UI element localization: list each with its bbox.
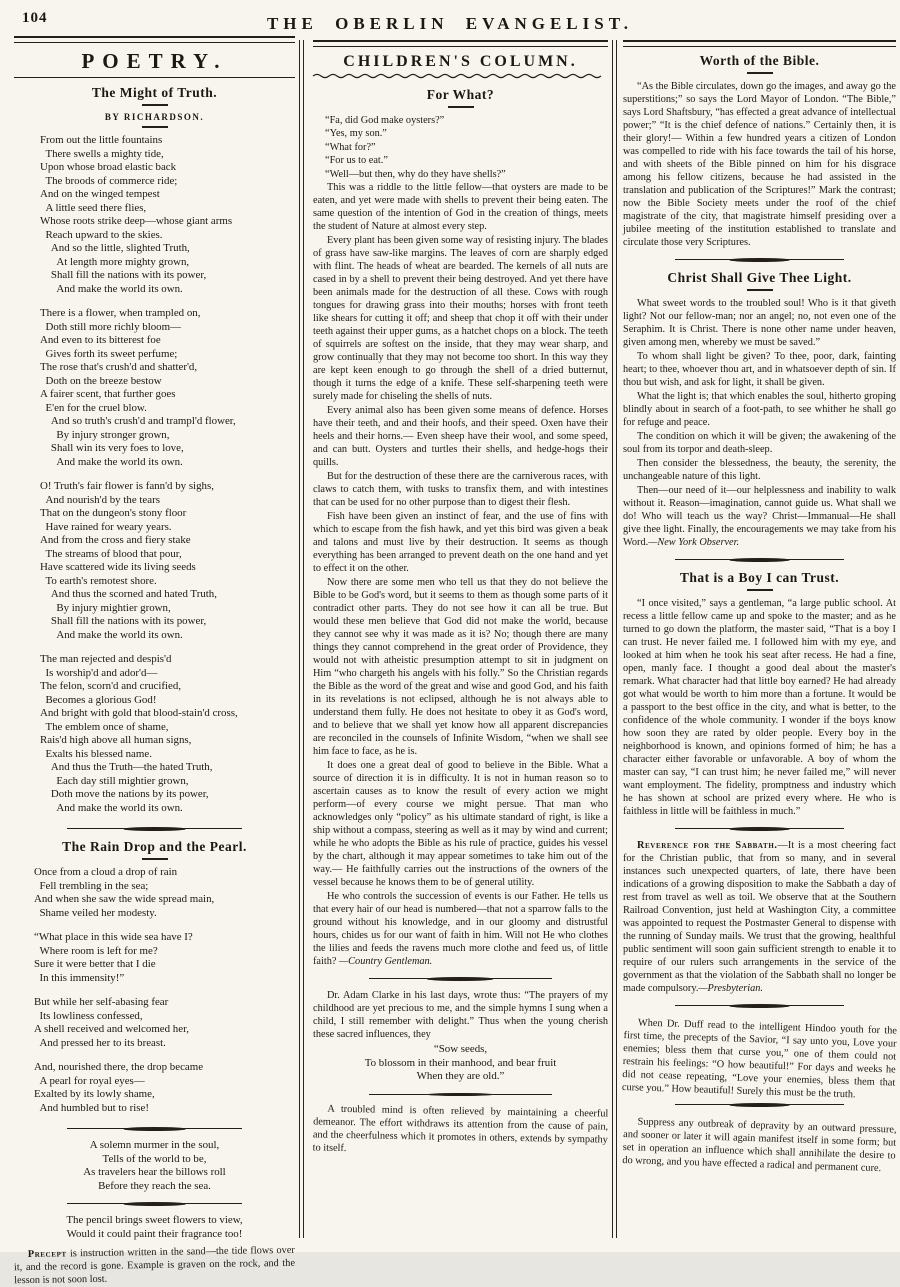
column-top-rule: [14, 36, 295, 43]
article-paragraph: The condition on which it will be given; the awakening of the soul from its torpor and death-sleep.: [623, 431, 896, 455]
column-divider-right: [612, 40, 617, 1238]
dialogue-line: “What for?”: [325, 141, 376, 153]
article-paragraph: Then consider the blessedness, the beauty, the serenity, the unchangeable nature of this light.: [623, 458, 896, 482]
separator-rule: [675, 826, 844, 832]
poem-line: Doth move the nations by its power,: [40, 788, 209, 800]
poem-line: To earth's remotest shore.: [40, 574, 157, 587]
closing-couplet: [14, 1214, 295, 1241]
poem-line: And make the world its own.: [40, 282, 183, 295]
separator-rule: [67, 1201, 241, 1207]
verse-line: When they are old.”: [416, 1070, 505, 1083]
poem-line: Shall fill the nations with its power,: [40, 269, 207, 281]
poem-line: There swells a mighty tide,: [40, 147, 164, 160]
duff-paragraph: When Dr. Duff read to the intelligent Hindoo youth for the first time, the precepts of the Savior, “I say unto you, Love your enemies; bless them that curse you,” one of them could not restrain his feelings: “O how beautiful!” For days and weeks he did not cease repeating, “Love your enemies, bless them that curse you.” How beautiful! Surely this must be the truth.: [621, 1017, 898, 1101]
attribution-presbyterian: —Presbyterian.: [698, 983, 763, 994]
poem-line: The rose that's crush'd and shatter'd,: [40, 361, 198, 373]
poem-line: A fairer scent, that further goes: [40, 388, 176, 400]
title-dash-rule: [448, 106, 474, 108]
article-paragraph: “I once visited,” says a gentleman, “a large public school. At recess a little fellow came up and spoke to the master; and as he turned to go down the platform, the master said, “That is a boy I can trust. He never failed me. I followed him with my eye, and looked at him when he took his seat after recess. He had a fine, open, manly face. I thought a good deal about the master's remark. What character had that little boy earned? He had already got what would be worth to him more than a fortune. It would be a passport to the best office in the city, and what is better, to the confidence of the whole community. I wonder if the boys know how soon they are rated by older people. Every boy in the neighborhood is known, and opinions formed of him; he has a character either favorable or unfavorable. A boy of whom the master can say, “I can trust him; he never failed me,” will never want employment. The fidelity, promptness and industry which he has shown at school are prized every where. He who is faithless in little will be faithless in much.”: [623, 598, 896, 817]
poem-line: By injury stronger grown,: [40, 428, 170, 441]
verse-line: To blossom in their manhood, and bear fruit: [364, 1056, 557, 1069]
poem-line: Shame veiled her modesty.: [34, 906, 157, 919]
column-poetry: [14, 36, 295, 1286]
poem-line: A solemn murmer in the soul,: [89, 1139, 220, 1151]
poem-line: From out the little fountains: [40, 134, 163, 146]
wavy-rule: [313, 72, 608, 80]
poem-line: As travelers hear the billows roll: [83, 1166, 226, 1178]
poem-line: Have rained for weary years.: [40, 520, 172, 533]
masthead-title: THE OBERLIN EVANGELIST.: [266, 14, 634, 33]
poem-line: The man rejected and despis'd: [40, 653, 172, 665]
poem-line: Sure it were better that I die: [34, 958, 156, 970]
horizontal-rule: [14, 77, 295, 78]
separator-rule: [369, 1092, 552, 1098]
dialogue-line: “Fa, did God make oysters?”: [325, 115, 445, 126]
separator-rule: [675, 1102, 844, 1108]
closing-quatrain: [14, 1139, 295, 1193]
poem-line: There is a flower, when trampled on,: [40, 307, 201, 319]
poem-line: At length more mighty grown,: [40, 255, 190, 268]
poem-line: And when she saw the wide spread main,: [34, 893, 215, 905]
article-paragraph: Every animal also has been given some means of defence. Horses have their teeth, and and their hoofs, and their speed. Oxen have their heels and their horns.— Even sheep have their wool, and some speed, and can butt. Oysters and turtles their shells, and hedge-hogs their quills.: [313, 405, 608, 469]
separator-rule: [369, 976, 552, 982]
poem-line: And so the little, slighted Truth,: [40, 242, 190, 254]
poem-line: And make the world its own.: [40, 628, 183, 641]
poem-line: Shall fill the nations with its power,: [40, 615, 207, 627]
page-number: 104: [22, 10, 48, 26]
poem-line: Fell trembling in the sea;: [34, 879, 149, 892]
poem-stanza: [14, 866, 295, 920]
poem-line: And so truth's crush'd and trampl'd flower,: [40, 415, 236, 427]
poem-byline: BY RICHARDSON.: [104, 112, 205, 122]
article-title-christ-shall-give-thee-light: Christ Shall Give Thee Light.: [667, 270, 852, 285]
sabbath-paragraph: [623, 839, 896, 995]
poem-line: In this immensity!”: [34, 971, 125, 984]
poem-line: Gives forth its sweet perfume;: [40, 347, 178, 360]
poem-line: A shell received and welcomed her,: [34, 1023, 189, 1035]
poem-line: By injury mightier grown,: [40, 601, 171, 614]
poem-line: Would it could paint their fragrance too!: [66, 1227, 243, 1240]
poem-stanza: [14, 996, 295, 1050]
dialogue-block: [313, 114, 608, 181]
article-paragraph: Now there are some men who tell us that they do not believe the Bible to be God's word, but it seems to them as though some parts of it contradict other parts. They do not see how it can all be true. But would these men believe that God did not make the world, because they cannot see why it was made as it is? No; though there are many things they cannot comprehend in the great order of Providence, they would not with atheistic presumption attempt to sit in judgment on Him “who chargeth his angels with his folly.” So the Christian regards the Bible as the word of the great and wise and good God, and his faith in its revelations is not eclipsed, although he is not always able to understand them fully. He does not hesitate to obey it as God's word, and to believe that we shall yet know how all apparent discrepancies are reconciled in the counsels of Infinite Wisdom, “when we shall see him face to face, as he is.: [313, 577, 608, 758]
section-title-poetry: POETRY.: [81, 49, 228, 73]
sabbath-lead: Reverence for the Sabbath.: [637, 840, 778, 851]
attribution-country-gentleman: —Country Gentleman.: [339, 956, 433, 968]
clarke-verse: [313, 1043, 608, 1084]
poem-line: Rais'd high above all human signs,: [40, 734, 192, 746]
article-paragraph: Every plant has been given some way of resisting injury. The blades of grass have saw-like margins. The leaves of corn are sharply edged with flint. The heads of wheat are bearded. The kernels of all nuts are cased in by a shell to prevent their being destroyed. And yet there have been animals made for the destruction of all these. Cows with rough tongues for drawing grass into their mouths; horses with front teeth like shears for cutting it off; and sheep that chop it off with their under teeth against their upper gums, as a hatchet chops on a block. The teeth of squirrels are softest on the inside, that they may wear sharp, and grow continually that they may not become too short. In this way they are kept keen enough to go through the shell of a dried butternut, though it turns the edge of a knife. These self-sharpening teeth were surely made for chiseling the shells of nuts.: [313, 235, 608, 403]
poem-stanza: [14, 134, 295, 296]
poem-stanza: [14, 1061, 295, 1115]
closing-paragraph: A troubled mind is often relieved by maintaining a cheerful demeanor. The effort withdraws its attention from the cause of pain, and the cheerfulness which it promotes in others, extends by sympathy to itself.: [312, 1103, 609, 1154]
precept-text: is instruction written in the sand—the tide flows over it, and the record is gone. Example is graven on the rock, and the lesson is not soon lost.: [13, 1244, 296, 1287]
poem-line: Reach upward to the skies.: [40, 228, 163, 241]
title-dash-rule: [747, 289, 773, 291]
poem-line: Once from a cloud a drop of rain: [34, 866, 178, 878]
poem-line: And nourish'd by the tears: [40, 493, 160, 506]
poem-line: Shall win its very foes to love,: [40, 442, 184, 454]
poem-line: The streams of blood that pour,: [40, 547, 182, 560]
title-dash-rule: [747, 72, 773, 74]
article-title-boy-i-can-trust: That is a Boy I can Trust.: [679, 570, 840, 585]
poem-line: “What place in this wide sea have I?: [34, 931, 193, 943]
poem-line: The emblem once of shame,: [40, 720, 169, 733]
poem-stanza: [14, 480, 295, 642]
title-dash-rule: [142, 858, 168, 860]
poem-line: Where room is left for me?: [34, 944, 158, 957]
article-paragraph: Fish have been given an instinct of fear, and the use of fins with which to escape from the fish hawk, and yet this bird was given a beak and talons and must live by their destruction. It seems as though everything has been arranged to prevent death on the one hand and yet to effect it on the other.: [313, 511, 608, 575]
article-paragraph: But for the destruction of these there are the carniverous races, with claws to catch them, with tusks to transfix them, and with intestines that can be used for no other purpose than to digest their flesh.: [313, 471, 608, 509]
article-paragraph: “As the Bible circulates, down go the images, and away go the superstitions;” so says the Lord Mayor of London. “The Bible,” says Lord Shaftsbury, “has effected a great advance of intellectual power;” “It is the chief defence of nations.” Certainly then, it is their glory!— Within a few hundred years a citizen of London was compelled to ride with his face towards the tail of his horse, and with sheets of the Bible pinned on him for his disgrace among his fellow citizens, because he had assisted in the translation and publication of the Scriptures!” Mark the contrast; now the Bible Society meets under the roof of the chief magistrate of the city, that magistrate himself presiding over a jubilee meeting of the institution established to translate and circulate those very Scriptures.: [623, 81, 896, 248]
poem-line: A pearl for royal eyes—: [34, 1074, 145, 1087]
column-top-rule: [623, 40, 896, 47]
attribution-new-york-observer: —New York Observer.: [648, 537, 740, 548]
poem-stanza: [14, 931, 295, 985]
poem-line: Doth on the breeze bestow: [40, 374, 162, 387]
poem-line: Tells of the world to be,: [102, 1152, 207, 1165]
poem-line: The felon, scorn'd and crucified,: [40, 680, 182, 692]
dialogue-line: “Well—but then, why do they have shells?”: [325, 168, 506, 180]
poem-line: Its lowliness confessed,: [34, 1009, 143, 1022]
article-paragraph: [313, 890, 608, 968]
poem-line: Whose roots strike deep—whose giant arms: [40, 215, 233, 227]
precept-paragraph: [14, 1244, 296, 1287]
article-paragraph: It does one a great deal of good to believe in the Bible. What a source of direction it is in difficulty. It is not in human reason so to ascertain causes as to know the result of every action we might perform—of every course we might persue. That man who acknowledges only “policy” as his ultimate standard of right, is like a ship without a compass, steering as well as it may by wind and current; while he who adopts the Bible as his rule of practice, guides his vessel by the chart, although it may appear sometimes to take him out of the way.— He faithfully carries out the instructions of the owners of the vessel because he knows them to be of general utility.: [313, 760, 608, 889]
column-top-rule: [313, 40, 608, 47]
poem-line: And bright with gold that blood-stain'd cross,: [40, 707, 238, 719]
separator-rule: [675, 257, 844, 263]
poem-line: A little seed there flies,: [40, 201, 147, 214]
poem-line: Before they reach the sea.: [98, 1179, 211, 1192]
article-title-worth-of-the-bible: Worth of the Bible.: [699, 53, 820, 68]
dialogue-line: “For us to eat.”: [325, 155, 388, 167]
poem-line: That on the dungeon's stony floor: [40, 507, 187, 519]
column-childrens: [313, 40, 608, 1158]
separator-rule: [675, 557, 844, 563]
poem-line: E'en for the cruel blow.: [40, 401, 147, 414]
poem-line: And on the winged tempest: [40, 188, 160, 200]
poem-line: And make the world its own.: [40, 801, 183, 814]
title-dash-rule: [747, 589, 773, 591]
poem-line: Each day still mightier grown,: [40, 774, 189, 787]
poem-line: Exalts his blessed name.: [40, 747, 152, 760]
column-right: [621, 40, 898, 1175]
suppress-paragraph: Suppress any outbreak of depravity by an outward pressure, and sooner or later it will again manifest itself in some form; but set in operation an influence which shall annihilate the desire to do wrong, and you have effected a radical and permanent cure.: [622, 1116, 897, 1175]
poem-line: And, nourished there, the drop became: [34, 1061, 204, 1073]
poem-line: And make the world its own.: [40, 455, 183, 468]
poem-line: Upon whose broad elastic back: [40, 161, 177, 173]
byline-dash-rule: [142, 126, 168, 128]
article-paragraph: What the light is; that which enables the soul, hitherto groping blindly about in search of a foot-path, to see whither he shall go for refuge and peace.: [623, 391, 896, 428]
dialogue-line: “Yes, my son.”: [325, 128, 387, 140]
poem-line: Exalted by its lowly shame,: [34, 1088, 155, 1100]
paragraph-text: Then—our need of it—our helplessness and inability to walk without it. Reason—imagination, cannot guide us. What shall we do! Who will teach us the way? Christ—Immanual—He shall give thee light. Finally, the encouragements we may take from his Word.: [623, 485, 896, 548]
poem-line: And from the cross and fiery stake: [40, 534, 191, 546]
section-title-childrens-column: CHILDREN'S COLUMN.: [343, 53, 578, 70]
sabbath-text: —It is a most cheering fact for the Christian public, that from so many, and in several instances such unexpected quarters, of late, there have been indications of a growing disposition to make the Sabbath a day of rest from travel as well as toil. We observe that at the Southern Railroad Convention, just held at Washington City, a committee was appointed to request the Postmaster General to dispense with the running of Sunday mails. We trust that the growing, healthful public sentiment will soon gain sufficient strength to enable it to require of our rulers such arrangements in the service of the government as that the violation of the Sabbath shall no longer be made compulsory.: [623, 840, 896, 994]
poem-line: Becomes a glorious God!: [40, 693, 157, 706]
article-paragraph: [623, 484, 896, 549]
poem-line: Is worship'd and ador'd—: [40, 666, 158, 679]
poem-line: And pressed her to its breast.: [34, 1036, 166, 1049]
title-dash-rule: [142, 104, 168, 106]
article-paragraph: To whom shall light be given? To thee, poor, dark, fainting heart; to thee, whoever thou art, and in whatsoever depth of sin. If thou but wish, and ask for light, it shall be given.: [623, 351, 896, 388]
poem-title-might-of-truth: The Might of Truth.: [91, 85, 218, 100]
column-divider-left: [299, 40, 304, 1238]
poem-title-rain-drop: The Rain Drop and the Pearl.: [62, 839, 247, 854]
article-paragraph: This was a riddle to the little fellow—that oysters are made to be eaten, and yet were made with shells to prevent their being eaten. The same question of the intention of God in the creation of things, meets the student of Nature at almost every step.: [313, 182, 608, 233]
poem-line: And even to its bitterest foe: [40, 334, 161, 346]
poem-line: The pencil brings sweet flowers to view,: [66, 1214, 243, 1226]
precept-lead-word: Precept: [27, 1248, 67, 1260]
poem-line: And thus the scorned and hated Truth,: [40, 588, 217, 600]
article-title-for-what: For What?: [426, 87, 495, 102]
clarke-paragraph: Dr. Adam Clarke in his last days, wrote thus: “The prayers of my childhood are yet precious to me, and the simple hymns I sung when a child, I still remember with delight.” Thus when the young cherish these sacred influences, they: [313, 990, 608, 1041]
poem-line: The broods of commerce ride;: [40, 174, 178, 187]
paragraph-text: He who controls the succession of events is our Father. He tells us that every hair of our head is numbered—that not a sparrow falls to the ground without his knowledge, and in our gloomy and distrustful hours, chides us for our want of faith in him. Will not He who clothes the lilies and feeds the ravens much more clothe and feed us, of little faith?: [313, 891, 608, 968]
poem-stanza: [14, 653, 295, 815]
separator-rule: [675, 1003, 844, 1009]
poem-line: O! Truth's fair flower is fann'd by sighs,: [40, 480, 214, 492]
poem-line: Doth still more richly bloom—: [40, 320, 181, 333]
verse-line: “Sow seeds,: [433, 1043, 488, 1056]
poem-line: But while her self-abasing fear: [34, 996, 169, 1008]
separator-rule: [67, 826, 241, 832]
poem-line: And humbled but to rise!: [34, 1101, 149, 1114]
article-paragraph: What sweet words to the troubled soul! Who is it that giveth light? Not our fellow-man; nor an angel; no, not even one of the Seraphim. It is Christ. There is none other name under heaven, given among men, whereby we must be saved.”: [623, 298, 896, 348]
separator-rule: [67, 1126, 241, 1132]
poem-stanza: [14, 307, 295, 469]
poem-line: And thus the Truth—the hated Truth,: [40, 761, 213, 773]
poem-line: Have scattered wide its living seeds: [40, 561, 196, 573]
